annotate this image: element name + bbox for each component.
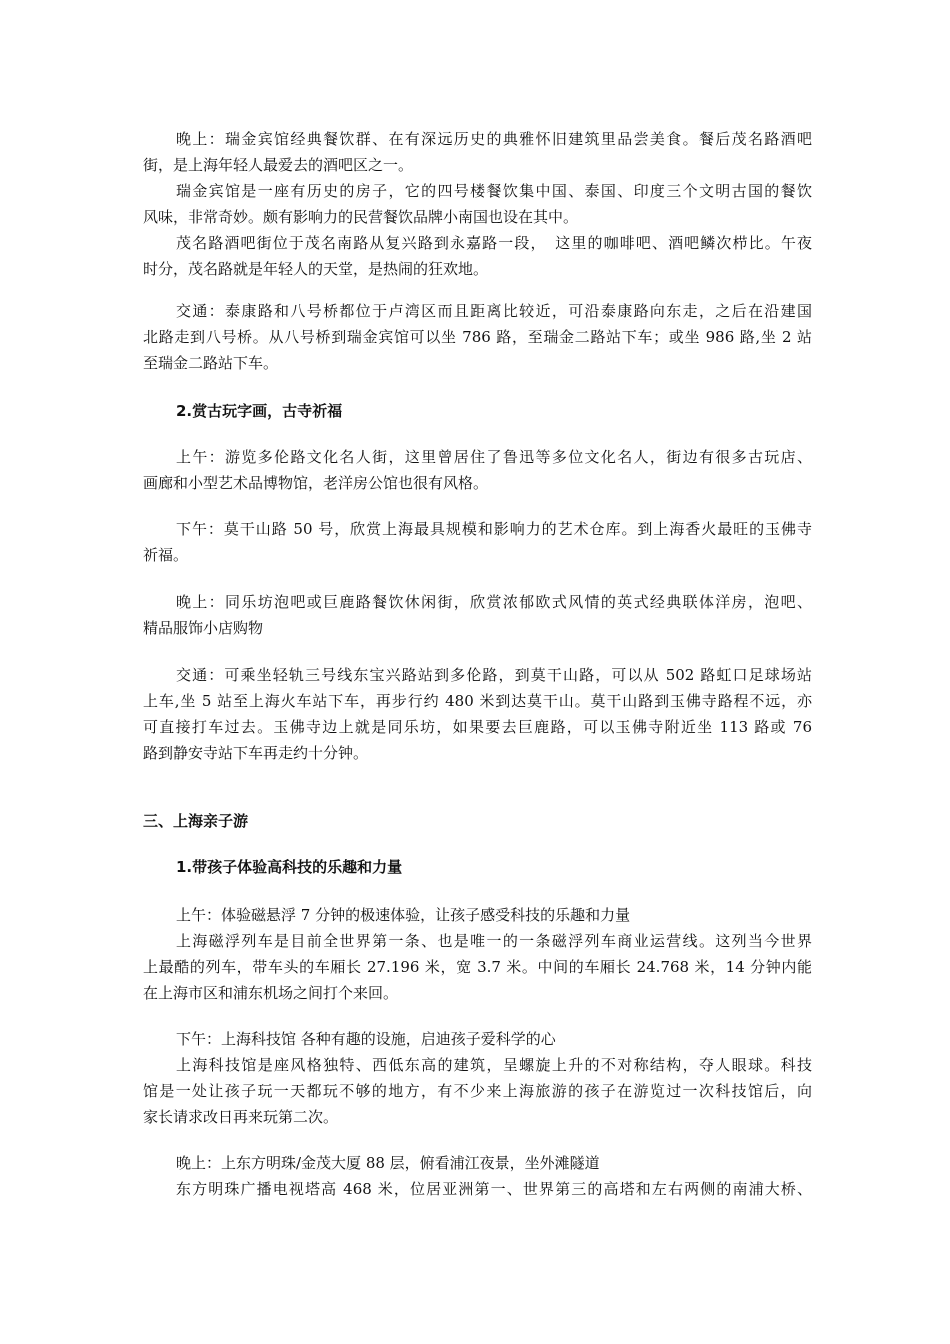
text-line: 晚上：瑞金宾馆经典餐饮群、在有深远历史的典雅怀旧建筑里品尝美食。餐后茂名路酒吧 [176, 130, 812, 148]
text-line: 街，是上海年轻人最爱去的酒吧区之一。 [143, 156, 414, 174]
text-line: 馆是一处让孩子玩一天都玩不够的地方，有不少来上海旅游的孩子在游览过一次科技馆后，向 [143, 1082, 812, 1100]
text-line: 晚上：上东方明珠/金茂大厦 88 层，俯看浦江夜景，坐外滩隧道 [176, 1154, 600, 1172]
chapter-heading: 三、上海亲子游 [143, 812, 249, 830]
text-line: 路到静安寺站下车再走约十分钟。 [143, 744, 369, 762]
text-line: 祈福。 [143, 546, 189, 564]
text-line: 上车,坐 5 站至上海火车站下车，再步行约 480 米到达莫干山。莫干山路到玉佛寺路程不远，亦 [143, 692, 812, 710]
text-line: 画廊和小型艺术品博物馆，老洋房公馆也很有风格。 [143, 474, 489, 492]
text-line: 北路走到八号桥。从八号桥到瑞金宾馆可以坐 786 路，至瑞金二路站下车；或坐 986 路,坐 2 站 [143, 328, 812, 346]
text-line: 至瑞金二路站下车。 [143, 354, 279, 372]
text-line: 东方明珠广播电视塔高 468 米，位居亚洲第一、世界第三的高塔和左右两侧的南浦大桥、 [176, 1180, 812, 1198]
text-line: 下午：莫干山路 50 号，欣赏上海最具规模和影响力的艺术仓库。到上海香火最旺的玉佛寺 [176, 520, 812, 538]
text-line: 风味，非常奇妙。颇有影响力的民营餐饮品牌小南国也设在其中。 [143, 208, 579, 226]
text-line: 可直接打车过去。玉佛寺边上就是同乐坊，如果要去巨鹿路，可以玉佛寺附近坐 113 路或 76 [143, 718, 812, 736]
text-line: 精品服饰小店购物 [143, 619, 264, 637]
section-heading: 2.赏古玩字画，古寺祈福 [176, 402, 343, 420]
text-line: 时分，茂名路就是年轻人的天堂，是热闹的狂欢地。 [143, 260, 489, 278]
text-line: 晚上：同乐坊泡吧或巨鹿路餐饮休闲街，欣赏浓郁欧式风情的英式经典联体洋房，泡吧、 [176, 593, 812, 611]
text-line: 交通：可乘坐轻轨三号线东宝兴路站到多伦路，到莫干山路，可以从 502 路虹口足球场站 [176, 666, 812, 684]
text-line: 交通：泰康路和八号桥都位于卢湾区而且距离比较近，可沿泰康路向东走，之后在沿建国 [176, 302, 812, 320]
text-line: 在上海市区和浦东机场之间打个来回。 [143, 984, 399, 1002]
text-line: 上最酷的列车，带车头的车厢长 27.196 米，宽 3.7 米。中间的车厢长 24.768 米，14 分钟内能 [143, 958, 812, 976]
section-heading: 1.带孩子体验高科技的乐趣和力量 [176, 858, 403, 876]
text-line: 茂名路酒吧街位于茂名南路从复兴路到永嘉路一段， 这里的咖啡吧、酒吧鳞次栉比。午夜 [176, 234, 812, 252]
text-line: 上海磁浮列车是目前全世界第一条、也是唯一的一条磁浮列车商业运营线。这列当今世界 [176, 932, 812, 950]
text-line: 上午：游览多伦路文化名人街，这里曾居住了鲁迅等多位文化名人，街边有很多古玩店、 [176, 448, 812, 466]
text-line: 上海科技馆是座风格独特、西低东高的建筑，呈螺旋上升的不对称结构，夺人眼球。科技 [176, 1056, 812, 1074]
text-line: 上午：体验磁悬浮 7 分钟的极速体验，让孩子感受科技的乐趣和力量 [176, 906, 631, 924]
text-line: 下午：上海科技馆 各种有趣的设施，启迪孩子爱科学的心 [176, 1030, 556, 1048]
text-line: 瑞金宾馆是一座有历史的房子，它的四号楼餐饮集中国、泰国、印度三个文明古国的餐饮 [176, 182, 812, 200]
text-line: 家长请求改日再来玩第二次。 [143, 1108, 339, 1126]
